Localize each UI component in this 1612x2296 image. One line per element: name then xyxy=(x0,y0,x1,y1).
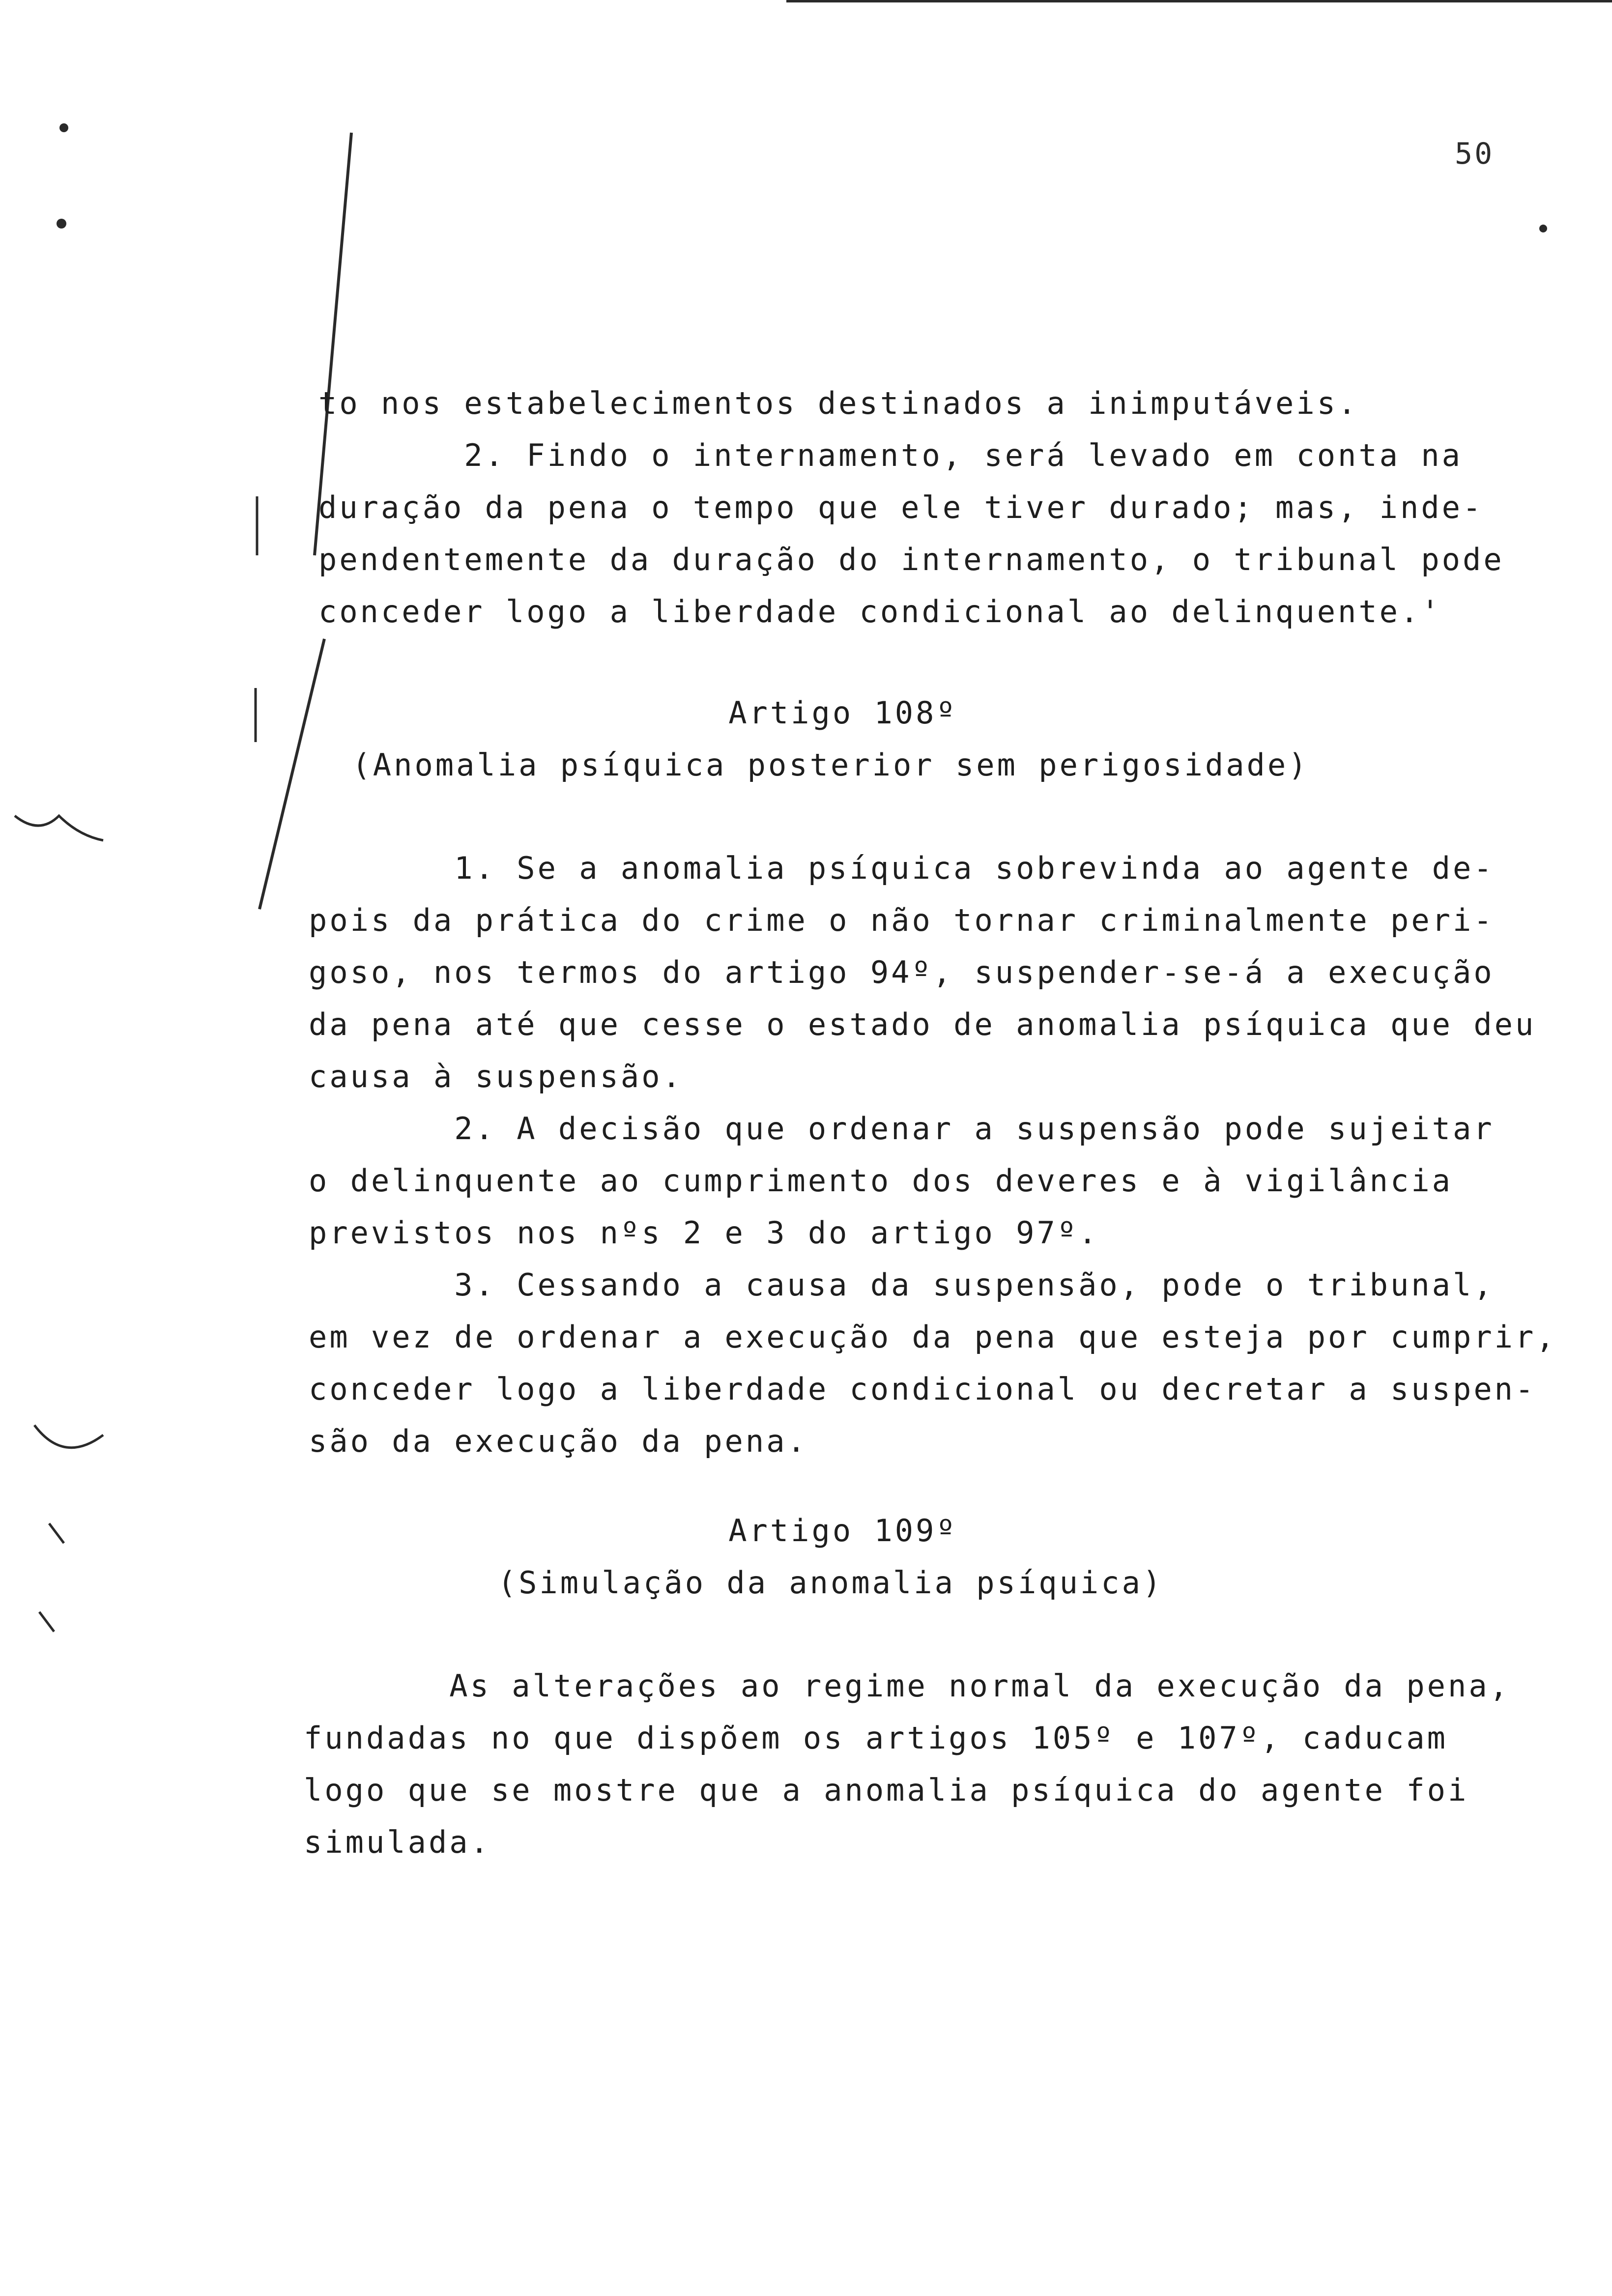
text-line: 3. Cessando a causa da suspensão, pode o tribunal, xyxy=(309,1267,1495,1303)
text-line: são da execução da pena. xyxy=(309,1423,808,1459)
text-line: em vez de ordenar a execução da pena que esteja por cumprir, xyxy=(309,1319,1557,1355)
text-line: fundadas no que dispõem os artigos 105º e 107º, caducam xyxy=(304,1720,1448,1756)
text-line: causa à suspensão. xyxy=(309,1059,683,1094)
text-line: logo que se mostre que a anomalia psíquica do agente foi xyxy=(304,1772,1469,1808)
page-number: 50 xyxy=(1455,137,1495,171)
text-line: 2. Findo o internamento, será levado em conta na xyxy=(318,437,1463,473)
text-line: conceder logo a liberdade condicional ou decretar a suspen- xyxy=(309,1371,1536,1407)
text-line: pendentemente da duração do internamento, o tribunal pode xyxy=(318,542,1504,577)
text-line: conceder logo a liberdade condicional ao delinquente.' xyxy=(318,594,1442,630)
text-line: goso, nos termos do artigo 94º, suspender-se-á a execução xyxy=(309,954,1495,990)
article-108-number: Artigo 108º xyxy=(728,695,957,731)
text-line: simulada. xyxy=(304,1824,491,1860)
article-109-number: Artigo 109º xyxy=(728,1513,957,1549)
article-108-title: (Anomalia psíquica posterior sem perigosidade) xyxy=(352,747,1309,783)
text-line: previstos nos nºs 2 e 3 do artigo 97º. xyxy=(309,1215,1099,1251)
text-line: da pena até que cesse o estado de anomalia psíquica que deu xyxy=(309,1006,1536,1042)
text-line: pois da prática do crime o não tornar criminalmente peri- xyxy=(309,902,1495,938)
text-line: to nos estabelecimentos destinados a inimputáveis. xyxy=(318,385,1359,421)
text-line: o delinquente ao cumprimento dos deveres e à vigilância xyxy=(309,1163,1453,1199)
text-line: 2. A decisão que ordenar a suspensão pode sujeitar xyxy=(309,1111,1495,1147)
text-line: duração da pena o tempo que ele tiver durado; mas, inde- xyxy=(318,489,1484,525)
article-109-title: (Simulação da anomalia psíquica) xyxy=(497,1565,1164,1601)
text-line: 1. Se a anomalia psíquica sobrevinda ao agente de- xyxy=(309,850,1495,886)
text-line: As alterações ao regime normal da execução da pena, xyxy=(304,1668,1510,1704)
